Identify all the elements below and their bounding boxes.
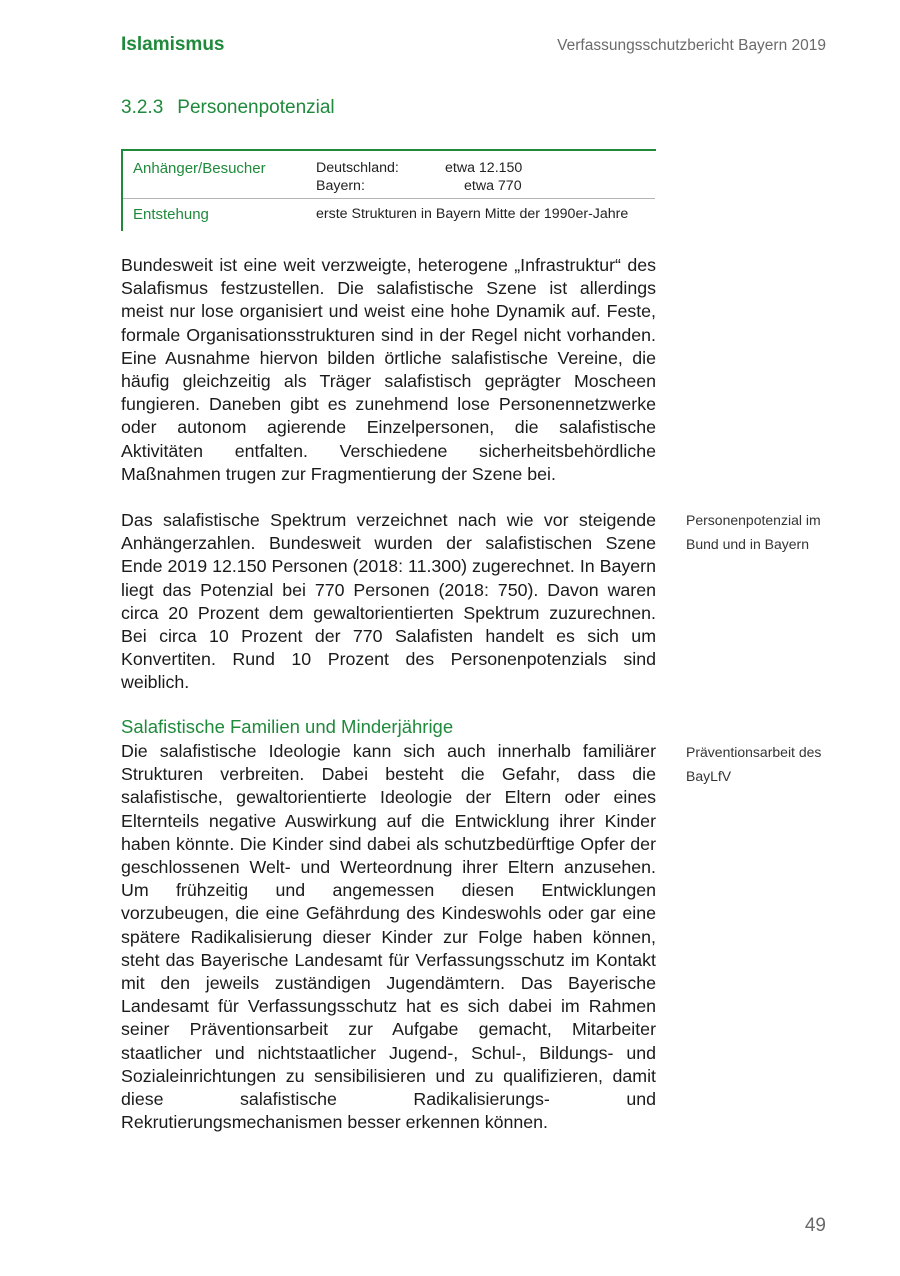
- followers-label: Anhänger/Besucher: [133, 160, 266, 177]
- bavaria-label: Bayern:: [316, 178, 365, 194]
- fact-box-row-followers: [123, 151, 655, 199]
- paragraph-families: Die salafistische Ideologie kann sich auch innerhalb familiärer Strukturen verbreiten. Dabei besteht die Gefahr, dass die salafistische, gewaltorientierte Ideologie der Eltern oder eines Elternteils negative Auswirkung auf die Entwicklung ihrer Kinder haben könnte. Die Kinder sind dabei als schutzbedürftige Opfer der geschlossenen Welt- und Werteordnung ihrer Eltern anzusehen. Um frühzeitig und angemessen diesen Entwicklungen vorzubeugen, die eine Gefährdung des Kindeswohls oder gar eine spätere Radikalisierung dieser Kinder zur Folge haben können, steht das Bayerische Landesamt für Verfassungsschutz im Kontakt mit den jeweils zuständigen Jugendämtern. Das Bayerische Landesamt für Verfassungsschutz hat es sich dabei im Rahmen seiner Präventionsarbeit zur Aufgabe gemacht, Mitarbeiter staatlicher und nichtstaatlicher Jugend-, Schul-, Bildungs- und Sozialeinrichtungen zu sensibilisieren und zu qualifizieren, damit diese salafistische Radikalisierungs- und Rekrutierungsmechanismen besser erkennen können.: [121, 741, 656, 1133]
- margin-note-person-potential: Personenpotenzial im Bund und in Bayern: [686, 512, 821, 552]
- paragraph-infrastructure: Bundesweit ist eine weit verzweigte, heterogene „Infrastruktur“ des Salafismus festzustellen. Die salafistische Szene ist allerdings meist nur lose organisiert und weist eine hohe Dynamik auf. Feste, formale Organisationsstrukturen sind in der Regel nicht vorhanden. Eine Ausnahme hiervon bilden örtliche salafistische Vereine, die häufig gleichzeitig als Träger salafistisch geprägter Moscheen fungieren. Daneben gibt es zunehmend lose Personennetzwerke oder autonom agierende Einzelpersonen, die salafistische Aktivitäten entfalten. Verschiedene sicherheitsbehördliche Maßnahmen trugen zur Fragmentierung der Szene bei.: [121, 255, 656, 484]
- fact-box-row-origin: [123, 198, 655, 231]
- paragraph-person-potential: Das salafistische Spektrum verzeichnet nach wie vor steigende Anhängerzahlen. Bundesweit wurden der salafistischen Szene Ende 2019 12.150 Personen (2018: 11.300) zugerechnet. In Bayern liegt das Potenzial bei 770 Personen (2018: 750). Davon waren circa 20 Prozent dem gewaltorientierten Spektrum zuzurechnen. Bei circa 10 Prozent der 770 Salafisten handelt es sich um Konvertiten. Rund 10 Prozent des Personenpotenzials sind weiblich.: [121, 510, 656, 693]
- section-title-text: Personenpotenzial: [177, 97, 335, 118]
- page-number: 49: [804, 1215, 826, 1236]
- subheading-families: Salafistische Familien und Minderjährige: [121, 716, 454, 737]
- origin-value: erste Strukturen in Bayern Mitte der 1990er-Jahre: [316, 206, 629, 222]
- section-heading: [121, 97, 335, 119]
- section-number: 3.2.3: [121, 97, 164, 118]
- germany-value: etwa 12.150: [445, 160, 523, 176]
- germany-label: Deutschland:: [316, 160, 399, 176]
- running-header-publication: Verfassungsschutzbericht Bayern 2019: [557, 37, 826, 54]
- margin-note-prevention: Präventionsarbeit des BayLfV: [686, 744, 822, 784]
- bavaria-value: etwa 770: [464, 178, 522, 194]
- running-header-section: Islamismus: [121, 34, 225, 55]
- fact-box: [121, 149, 656, 231]
- origin-label: Entstehung: [133, 206, 209, 223]
